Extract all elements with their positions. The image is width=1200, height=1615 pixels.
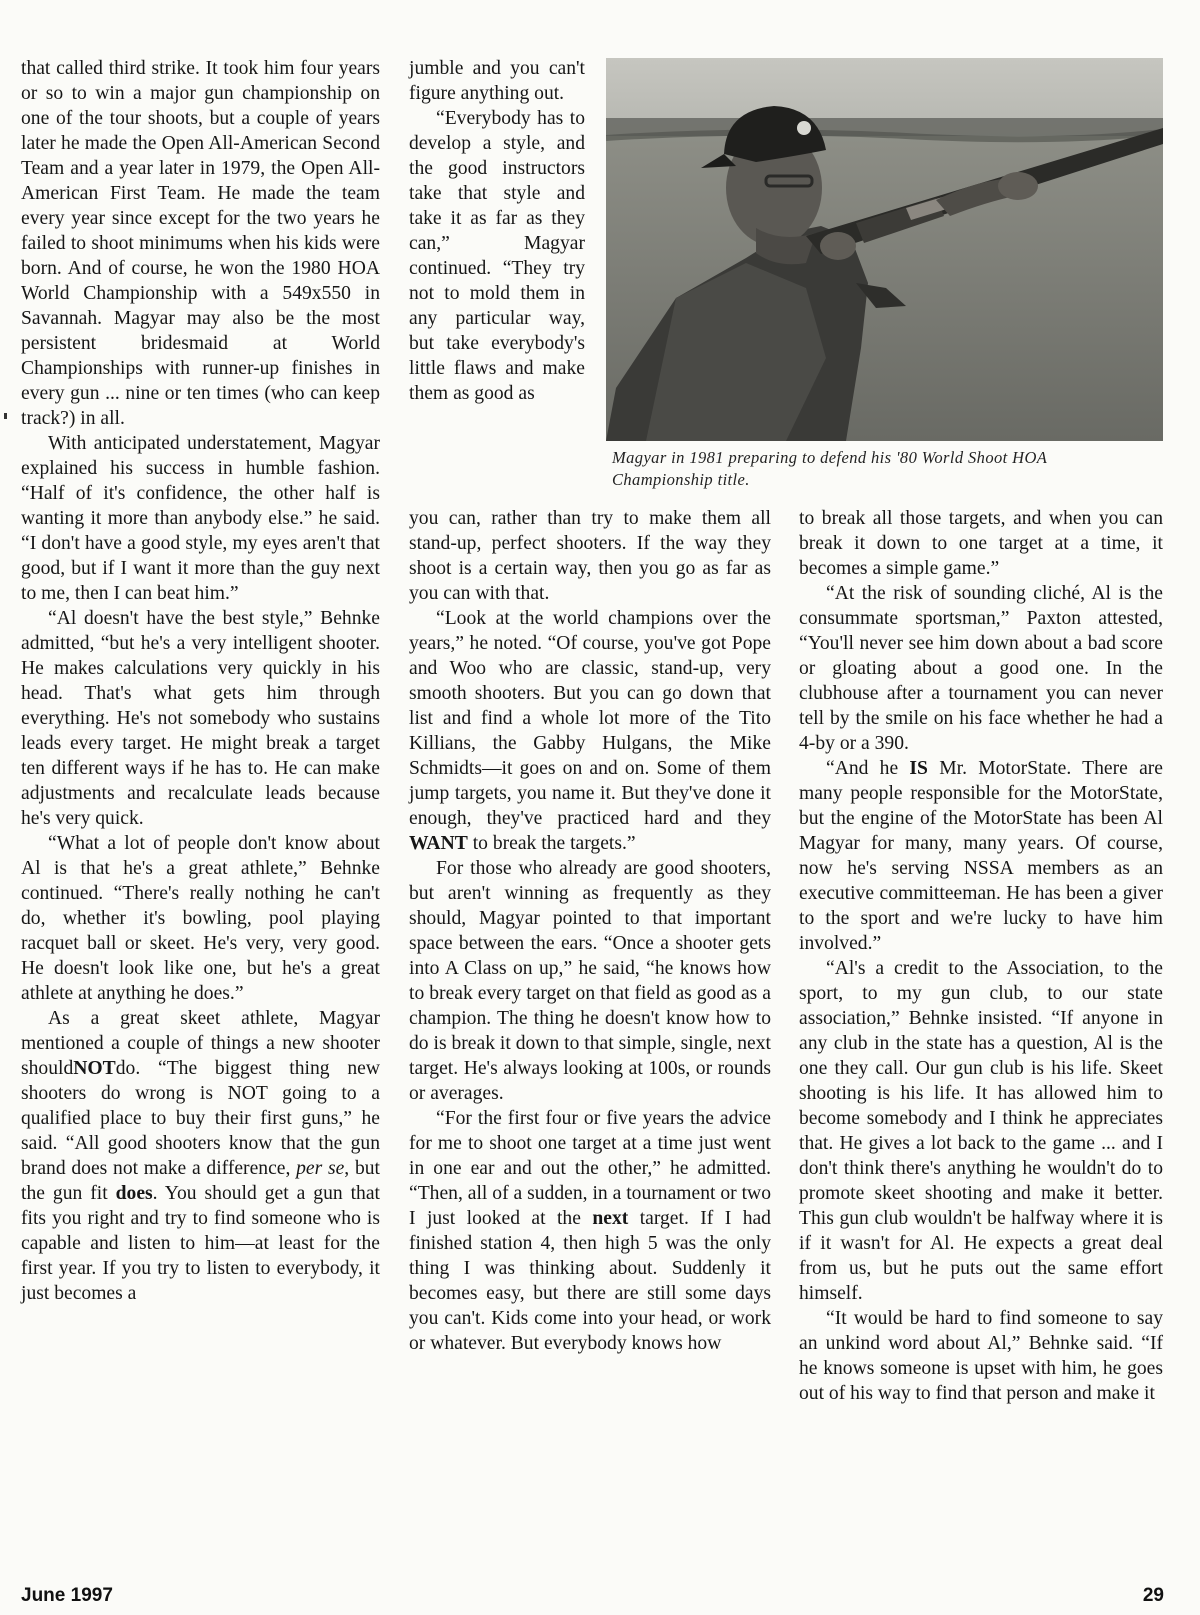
- photo-caption: [612, 447, 1164, 491]
- shooter-photo: [606, 58, 1163, 441]
- paragraph: jumble and you can't figure anything out.: [409, 58, 585, 104]
- paragraph: As a great skeet athlete, Magyar mentioned a couple of things a new shooter shouldNOTdo. “The biggest thing new shooters do wrong is NOT going to a qualified place to buy their first guns,” he said. “All good shooters know that the gun brand does not make a difference, per se, but the gun fit does. You should get a gun that fits you right and try to find someone who is capable and listen to him—at least for the first year. If you try to listen to everybody, it just becomes a: [21, 1008, 380, 1304]
- paragraph: “At the risk of sounding cliché, Al is the consummate sportsman,” Paxton attested, “You'll never see him down about a bad score or gloating about a good one. In the clubhouse after a tournament you can never tell by the smile on his face whether he had a 4-by or a 390.: [799, 583, 1163, 754]
- photo-image: [606, 58, 1163, 441]
- paragraph: “For the first four or five years the advice for me to shoot one target at a time just went in one ear and out the other,” he admitted. “Then, all of a sudden, in a tournament or two I just looked at the next target. If I had finished station 4, then high 5 was the only thing I was thinking about. Suddenly it becomes easy, but there are still some days you can't. Kids come into your head, or work or whatever. But everybody knows how: [409, 1108, 771, 1354]
- issue-date: June 1997: [21, 1585, 113, 1606]
- margin-mark: [4, 413, 7, 419]
- emphasis: does: [115, 1183, 153, 1204]
- paragraph: With anticipated understatement, Magyar explained his success in humble fashion. “Half of it's confidence, the other half is wanting it more than anybody else.” he said. “I don't have a good style, my eyes aren't that good, but if I want it more than the guy next to me, then I can beat him.”: [21, 433, 380, 604]
- column-3: [799, 506, 1163, 1406]
- paragraph: you can, rather than try to make them all stand-up, perfect shooters. If the way they shoot is a certain way, then you go as far as you can with that.: [409, 508, 771, 604]
- emphasis-italic: per se: [296, 1158, 345, 1179]
- emphasis: WANT: [409, 833, 468, 854]
- column-2-bottom: [409, 506, 771, 1356]
- paragraph: that called third strike. It took him four years or so to win a major gun championship on one of the tour shoots, but a couple of years later he made the Open All-American Second Team and a year later in 1979, the Open All-American First Team. He made the team every year since except for the two years he failed to shoot minimums when his kids were born. And of course, he won the 1980 HOA World Championship with a 549x550 in Savannah. Magyar may also be the most persistent bridesmaid at World Championships with runner-up finishes in every gun ... nine or ten times (who can keep track?) in all.: [21, 58, 380, 429]
- paragraph: “Look at the world champions over the years,” he noted. “Of course, you've got Pope and Woo who are classic, stand-up, very smooth shooters. But you can go down that list and find a whole lot more of the Tito Killians, the Gabby Hulgans, the Mike Schmidts—it goes on and on. Some of them jump targets, you name it. But they've done it enough, they've practiced hard and they WANT to break the targets.”: [409, 608, 771, 854]
- paragraph: “It would be hard to find someone to say an unkind word about Al,” Behnke said. “If he knows someone is upset with him, he goes out of his way to find that person and make it: [799, 1308, 1163, 1404]
- paragraph: For those who already are good shooters, but aren't winning as frequently as they should, Magyar pointed to that important space between the ears. “Once a shooter gets into A Class on up,” he said, “he knows how to break every target on that field as good as a champion. The thing he doesn't know how to do is break it down to that simple, single, next target. He's always looking at 100s, or rounds or averages.: [409, 858, 771, 1104]
- paragraph: “Al doesn't have the best style,” Behnke admitted, “but he's a very intelligent shooter. He makes calculations very quickly in his head. That's what gets him through everything. He's not somebody who sustains leads every target. He might break a target ten different ways if he has to. He can make adjustments and recalculate leads because he's very quick.: [21, 608, 380, 829]
- emphasis: NOT: [73, 1058, 116, 1079]
- paragraph: “Everybody has to develop a style, and the good instructors take that style and take it as far as they can,” Magyar continued. “They try not to mold them in any particular way, but take everybody's little flaws and make them as good as: [409, 108, 585, 404]
- emphasis: next: [592, 1208, 629, 1229]
- paragraph: “What a lot of people don't know about Al is that he's a great athlete,” Behnke continued. “There's really nothing he can't do, whether it's bowling, pool playing racquet ball or skeet. He's very, very good. He doesn't look like one, but he's a great athlete at anything he does.”: [21, 833, 380, 1004]
- caption-line: Championship title.: [612, 470, 750, 489]
- column-2-top: [409, 56, 585, 406]
- column-1: [21, 56, 380, 1306]
- paragraph: “And he IS Mr. MotorState. There are many people responsible for the MotorState, but the engine of the MotorState has been Al Magyar for many, many years. Of course, now he's serving NSSA members as an executive committeeman. He has been a giver to the sport and we're lucky to have him involved.”: [799, 758, 1163, 954]
- emphasis: IS: [909, 758, 928, 779]
- paragraph: “Al's a credit to the Association, to the sport, to my gun club, to our state association,” Behnke insisted. “If anyone in any club in the state has a question, Al is the one they call. Our gun club is his life. Skeet shooting is his life. It has allowed him to become somebody and I think he appreciates that. He gives a lot back to the game ... and I don't think there's anything he wouldn't do to promote skeet shooting and make it better. This gun club wouldn't be halfway where it is if it wasn't for Al. He expects a great deal from us, but he puts out the same effort himself.: [799, 958, 1163, 1304]
- caption-line: Magyar in 1981 preparing to defend his '80 World Shoot HOA: [612, 448, 1048, 467]
- page-number: 29: [1142, 1585, 1164, 1606]
- paragraph: to break all those targets, and when you can break it down to one target at a time, it becomes a simple game.”: [799, 508, 1163, 579]
